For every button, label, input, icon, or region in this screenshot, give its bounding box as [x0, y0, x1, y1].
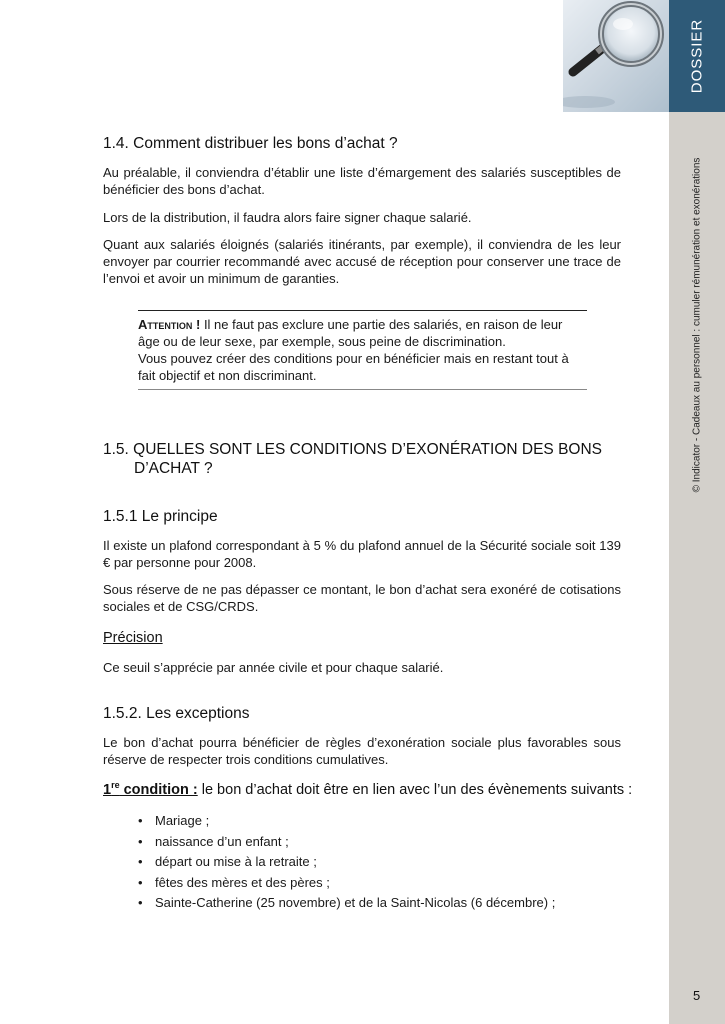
section-1-5-title: 1.5. QUELLES SONT LES CONDITIONS D’EXONÉRATION DES BONS — [103, 441, 602, 458]
paragraph: Quant aux salariés éloignés (salariés itinérants, par exemple), il conviendra de les leur envoyer par courrier recommandé avec accusé de réception pour conserver une trace de l’envoi et avoir un minimum de garanties. — [103, 237, 621, 286]
list-item: • Sainte-Catherine (25 novembre) et de la Saint-Nicolas (6 décembre) ; — [138, 893, 555, 914]
precision-heading: Précision — [103, 630, 163, 646]
attention-note — [138, 316, 587, 384]
condition-text: le bon d’achat doit être en lien avec l’un des évènements suivants : — [197, 781, 633, 798]
dossier-label: DOSSIER — [688, 18, 706, 94]
list-item: • Mariage ; — [138, 811, 555, 832]
note-line: Vous pouvez créer des conditions pour en bénéficier mais en restant tout à fait objectif et non discriminant. — [138, 351, 569, 383]
attention-label: Attention ! — [138, 317, 201, 332]
paragraph: Ce seuil s’apprécie par année civile et pour chaque salarié. — [103, 660, 444, 675]
magnifier-image — [563, 0, 669, 112]
section-1-5-title-cont: D’ACHAT ? — [134, 460, 213, 477]
events-list — [138, 811, 555, 914]
list-item: • naissance d’un enfant ; — [138, 832, 555, 853]
condition-line — [103, 780, 632, 798]
sidebar-vertical-title: © Indicator - Cadeaux au personnel : cumuler rémunération et exonérations — [691, 157, 703, 493]
condition-label: 1re condition : — [103, 780, 198, 798]
paragraph: Il existe un plafond correspondant à 5 % du plafond annuel de la Sécurité sociale soit 139 € par personne pour 2008. — [103, 538, 621, 570]
magnifier-icon — [563, 0, 669, 112]
list-item: • fêtes des mères et des pères ; — [138, 873, 555, 894]
paragraph: Le bon d’achat pourra bénéficier de règles d’exonération sociale plus favorables sous réserve de respecter trois conditions cumulatives. — [103, 735, 621, 767]
section-1-5-1-title: 1.5.1 Le principe — [103, 508, 218, 525]
list-item: • départ ou mise à la retraite ; — [138, 852, 555, 873]
paragraph: Sous réserve de ne pas dépasser ce montant, le bon d’achat sera exonéré de cotisations sociales et de CSG/CRDS. — [103, 582, 621, 614]
section-1-4-title: 1.4. Comment distribuer les bons d’achat ? — [103, 135, 398, 152]
page-number: 5 — [693, 988, 701, 1003]
note-bottom-rule — [138, 389, 587, 390]
section-1-5-2-title: 1.5.2. Les exceptions — [103, 705, 250, 722]
sidebar-band — [669, 0, 725, 1024]
paragraph: Au préalable, il conviendra d’établir une liste d’émargement des salariés susceptibles de bénéficier des bons d’achat. — [103, 165, 621, 197]
note-line: Il ne faut pas exclure une partie des salariés, en raison de leur âge ou de leur sexe, par exemple, sous peine de discrimination. — [138, 317, 563, 349]
paragraph: Lors de la distribution, il faudra alors faire signer chaque salarié. — [103, 210, 472, 225]
note-top-rule — [138, 310, 587, 311]
